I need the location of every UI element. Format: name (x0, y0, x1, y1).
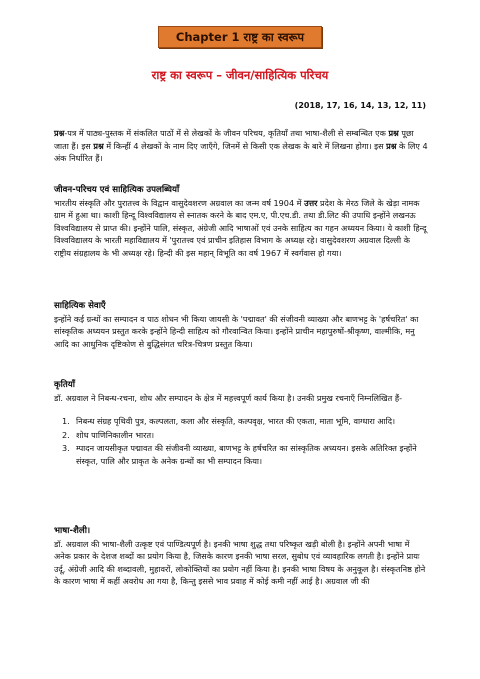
works-heading: कृतियाँ (54, 380, 75, 390)
list-item: 2. शोध पाणिनिकालीन भारत। (62, 429, 155, 440)
list-item: 1. निबन्ध संग्रह पृथिवी पुत्र, कल्पलता, कला और संस्कृति, कल्पवृक्ष, भारत की एकता, माता भूमि, वाग्धारा आदि। (62, 416, 396, 427)
exam-years: (2018, 17, 16, 14, 13, 12, 11) (294, 101, 426, 110)
bio-text: भारतीय संस्कृति और पुरातत्त्व के विद्वान वासुदेवशरण अग्रवाल का जन्म वर्ष 1904 में (54, 197, 305, 208)
works-section (54, 379, 428, 469)
bio-text: प्रदेश के मेरठ जिले के खेड़ा नामक ग्राम में हुआ था। काशी हिन्दू विश्वविद्यालय से स्नातक करने के बाद एम.ए, पी.एच.डी. तथा डी.लिट की उपाधि इन्होंने लखनऊ विश्वविद्यालय से प्राप्त की। इन्होंने पालि, संस्कृत, अंग्रेजी आदि भाषाओं एवं उनके साहित्य का गहन अध्ययन किया। ये काशी हिन्दू विश्वविद्यालय के भारती महाविद्यालय में 'पुरातत्त्व एवं प्राचीन इतिहास विभाग के अध्यक्ष रहे। वासुदेवशरण अग्रवाल दिल्ली के राष्ट्रीय संग्रहालय के भी अध्यक्ष रहे। हिन्दी की इस महान् विभूति का वर्ष 1967 में स्वर्गवास हो गया। (54, 197, 427, 258)
intro-text: के लिए 4 अंक निर्धारित हैं। (54, 140, 428, 164)
language-heading: भाषा-शैली। (54, 526, 91, 536)
intro-paragraph (54, 127, 428, 165)
intro-text: में किन्हीं 4 लेखकों के नाम दिए जाएँगे, जिनमें से किसी एक लेखक के बारे में लिखना होगा। इस (103, 140, 387, 151)
services-section (54, 300, 428, 350)
intro-text: -पत्र में पाठ्य-पुस्तक में संकलित पाठों में से लेखकों के जीवन परिचय, कृतियाँ तथा भाषा-शैली से सम्बन्धित एक (64, 128, 389, 138)
intro-keyword: प्रश्न (93, 140, 104, 151)
language-text: डॉ. अग्रवाल की भाषा-शैली उत्कृष्ट एवं पाण्डित्यपूर्ण है। इनकी भाषा शुद्ध तथा परिष्कृत खड़ी बोली है। इन्होंने अपनी भाषा में अनेक प्रकार के देशज शब्दों का प्रयोग किया है, जिसके कारण इनकी भाषा सरल, सुबोध एवं व्यावहारिक लगती है। इन्होंने प्रायः उर्दू, अंग्रेजी आदि की शब्दावली, मुहावरों, लोकोक्तियों का प्रयोग नहीं किया है। इनकी भाषा विषय के अनुकूल है। संस्कृतनिष्ठ होने के कारण भाषा में कहीं अवरोध आ गया है, किन्तु इससे भाव प्रवाह में कोई कमी नहीं आई है। अग्रवाल जी की (54, 538, 426, 587)
list-item: 3. म्पादन जायसीकृत पद्मावत की संजीवनी व्याख्या, बाणभट्ट के हर्षचरित का सांस्कृतिक अध्ययन। इसके अतिरिक्त इन्होंने संस्कृत, पालि और प्राकृत के अनेक ग्रन्थों का भी सम्पादन किया। (62, 443, 417, 466)
chapter-banner (158, 26, 322, 48)
bio-keyword: उत्तर (304, 197, 318, 208)
bio-section (54, 184, 428, 260)
works-intro: डॉ. अग्रवाल ने निबन्ध-रचना, शोध और सम्पादन के क्षेत्र में महत्त्वपूर्ण कार्य किया है। उनकी प्रमुख रचनाएँ निम्नलिखित हैं- (54, 392, 403, 403)
intro-keyword: प्रश्न (54, 128, 65, 138)
intro-keyword: प्रश्न (386, 140, 397, 151)
services-text: इन्होंने कई ग्रन्थों का सम्पादन व पाठ शोधन भी किया जायसी के 'पद्मावत' की संजीवनी व्याख्या और बाणभट्ट के 'हर्षचरित' का सांस्कृतिक अध्ययन प्रस्तुत करके इन्होंने हिन्दी साहित्य को गौरवान्वित किया। इन्होंने प्राचीन महापुरुषों-श्रीकृष्ण, वाल्मीकि, मनु आदि का आधुनिक दृष्टिकोण से बुद्धिसंगत चरित्र-चित्रण प्रस्तुत किया। (54, 313, 419, 349)
bio-heading: जीवन-परिचय एवं साहित्यिक उपलब्धियाँ (54, 185, 180, 195)
chapter-label: Chapter 1 राष्ट्र का स्वरूप (175, 29, 305, 44)
services-heading: साहित्यिक सेवाएँ (54, 301, 106, 311)
works-list (54, 415, 428, 467)
language-section (54, 525, 428, 588)
intro-keyword: प्रश्न (388, 128, 399, 138)
page-title: राष्ट्र का स्वरूप – जीवन/साहित्यिक परिचय (151, 68, 329, 82)
intro-text: पूछा जाता हैं। इस (54, 128, 414, 151)
